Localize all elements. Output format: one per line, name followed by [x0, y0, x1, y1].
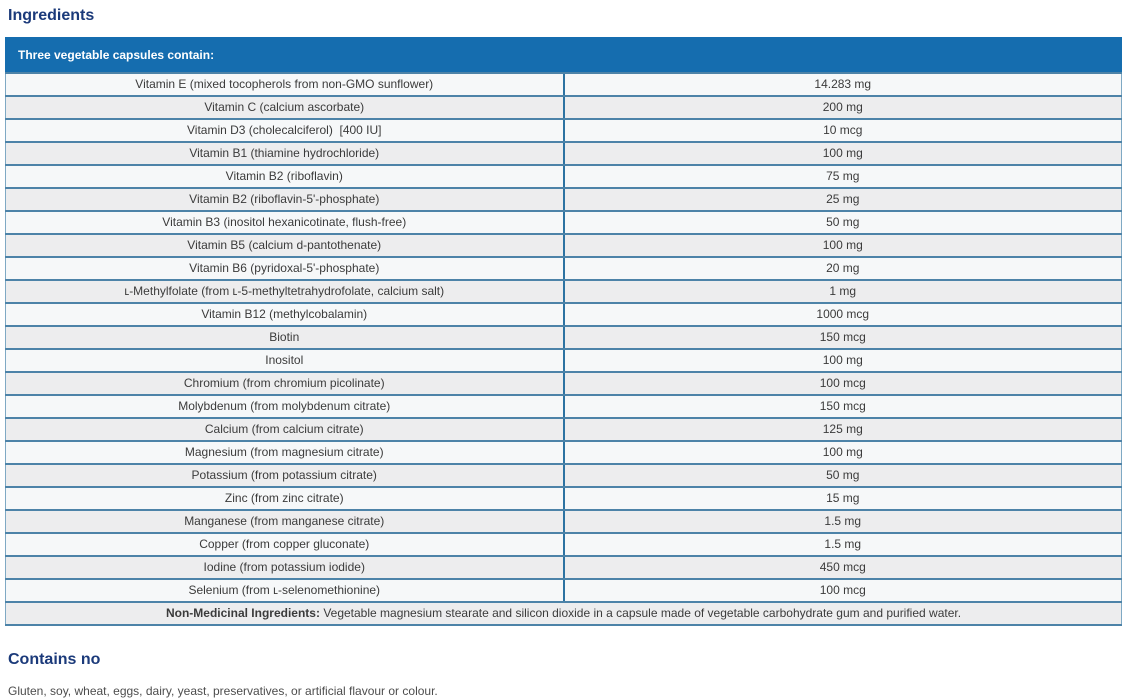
- ingredient-amount: 150 mcg: [564, 326, 1122, 349]
- ingredient-amount: 450 mcg: [564, 556, 1122, 579]
- table-row: [6, 418, 1122, 441]
- ingredient-name: Vitamin B2 (riboflavin): [6, 165, 564, 188]
- table-row: [6, 510, 1122, 533]
- ingredient-name: Vitamin B12 (methylcobalamin): [6, 303, 564, 326]
- table-row: [6, 211, 1122, 234]
- table-row: [6, 579, 1122, 602]
- table-row: [6, 556, 1122, 579]
- table-row: [6, 73, 1122, 96]
- ingredient-name: Chromium (from chromium picolinate): [6, 372, 564, 395]
- ingredient-amount: 200 mg: [564, 96, 1122, 119]
- ingredient-amount: 25 mg: [564, 188, 1122, 211]
- ingredient-name: Selenium (from ʟ-selenomethionine): [6, 579, 564, 602]
- ingredient-amount: 100 mg: [564, 234, 1122, 257]
- table-row: [6, 165, 1122, 188]
- non-medicinal-cell: [6, 602, 1122, 625]
- ingredient-amount: 1 mg: [564, 280, 1122, 303]
- ingredient-name: Inositol: [6, 349, 564, 372]
- table-row: [6, 464, 1122, 487]
- ingredient-amount: 15 mg: [564, 487, 1122, 510]
- non-medicinal-text: Vegetable magnesium stearate and silicon dioxide in a capsule made of vegetable carbohydrate gum and purified water.: [323, 606, 962, 620]
- ingredient-amount: 100 mg: [564, 441, 1122, 464]
- ingredient-name: Vitamin B6 (pyridoxal-5'-phosphate): [6, 257, 564, 280]
- ingredient-name: Vitamin B5 (calcium d-pantothenate): [6, 234, 564, 257]
- table-header-row: [6, 38, 1122, 74]
- non-medicinal-label: Non-Medicinal Ingredients:: [165, 606, 320, 620]
- ingredient-name: Potassium (from potassium citrate): [6, 464, 564, 487]
- ingredient-name: Vitamin E (mixed tocopherols from non-GMO sunflower): [6, 73, 564, 96]
- ingredient-amount: 100 mcg: [564, 372, 1122, 395]
- ingredient-amount: 100 mcg: [564, 579, 1122, 602]
- ingredient-name: Zinc (from zinc citrate): [6, 487, 564, 510]
- ingredient-amount: 50 mg: [564, 464, 1122, 487]
- table-row: [6, 395, 1122, 418]
- table-row: [6, 234, 1122, 257]
- table-row: [6, 119, 1122, 142]
- table-row: [6, 142, 1122, 165]
- table-row: [6, 303, 1122, 326]
- ingredient-name: Iodine (from potassium iodide): [6, 556, 564, 579]
- ingredient-amount: 20 mg: [564, 257, 1122, 280]
- ingredient-name: Vitamin C (calcium ascorbate): [6, 96, 564, 119]
- ingredient-name: Vitamin B3 (inositol hexanicotinate, flush-free): [6, 211, 564, 234]
- ingredient-name: Molybdenum (from molybdenum citrate): [6, 395, 564, 418]
- ingredient-name: Manganese (from manganese citrate): [6, 510, 564, 533]
- table-row: [6, 487, 1122, 510]
- table-row: [6, 372, 1122, 395]
- contains-no-heading: Contains no: [8, 651, 101, 668]
- table-body: [6, 73, 1122, 602]
- table-row: [6, 257, 1122, 280]
- ingredient-name: Biotin: [6, 326, 564, 349]
- ingredient-name: Vitamin D3 (cholecalciferol) [400 IU]: [6, 119, 564, 142]
- ingredient-amount: 100 mg: [564, 142, 1122, 165]
- ingredient-amount: 14.283 mg: [564, 73, 1122, 96]
- ingredient-amount: 1000 mcg: [564, 303, 1122, 326]
- ingredient-amount: 100 mg: [564, 349, 1122, 372]
- ingredients-heading: Ingredients: [8, 7, 95, 24]
- table-row: [6, 188, 1122, 211]
- contains-no-text: Gluten, soy, wheat, eggs, dairy, yeast, preservatives, or artificial flavour or colour.: [8, 684, 438, 698]
- ingredients-table: [5, 37, 1122, 626]
- ingredient-amount: 125 mg: [564, 418, 1122, 441]
- table-row: [6, 533, 1122, 556]
- ingredient-name: Copper (from copper gluconate): [6, 533, 564, 556]
- ingredient-amount: 1.5 mg: [564, 510, 1122, 533]
- ingredient-amount: 10 mcg: [564, 119, 1122, 142]
- table-row: [6, 349, 1122, 372]
- non-medicinal-row: [6, 602, 1122, 625]
- table-header: Three vegetable capsules contain:: [6, 38, 1122, 74]
- ingredient-name: Calcium (from calcium citrate): [6, 418, 564, 441]
- ingredient-name: Vitamin B2 (riboflavin-5'-phosphate): [6, 188, 564, 211]
- ingredient-amount: 50 mg: [564, 211, 1122, 234]
- table-row: [6, 96, 1122, 119]
- ingredient-name: ʟ-Methylfolate (from ʟ-5-methyltetrahydrofolate, calcium salt): [6, 280, 564, 303]
- ingredient-amount: 75 mg: [564, 165, 1122, 188]
- ingredient-amount: 150 mcg: [564, 395, 1122, 418]
- ingredient-name: Vitamin B1 (thiamine hydrochloride): [6, 142, 564, 165]
- table-row: [6, 441, 1122, 464]
- table-row: [6, 280, 1122, 303]
- ingredient-amount: 1.5 mg: [564, 533, 1122, 556]
- ingredient-name: Magnesium (from magnesium citrate): [6, 441, 564, 464]
- table-row: [6, 326, 1122, 349]
